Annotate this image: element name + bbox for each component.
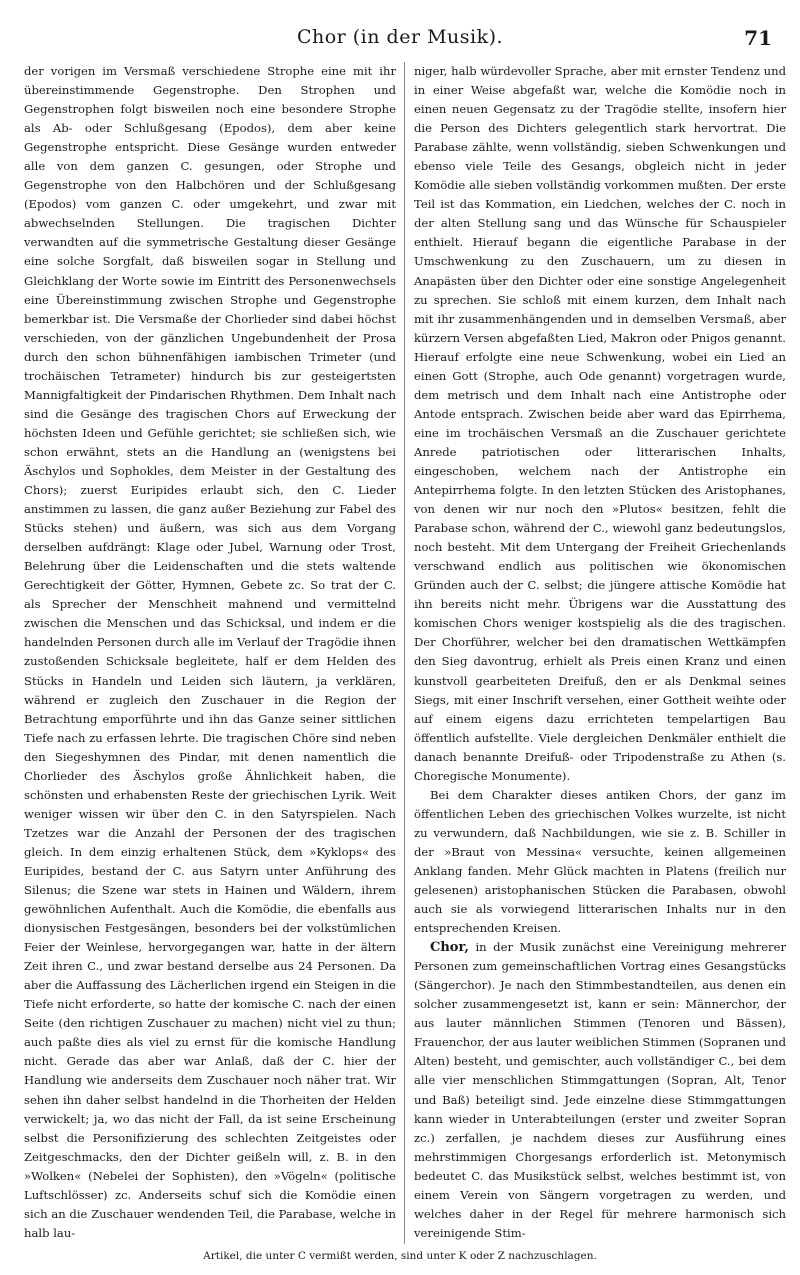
left-paragraph-1: der vorigen im Versmaß verschiedene Strophe eine mit ihr übereinstimmende Gegenstrophe. Den Strophen und Gegenstrophen folgt bisweilen noch eine besondere Strophe als Ab- oder Schlußgesang (Epodos), dem aber keine Gegenstrophe entspricht. Diese Gesänge wurden entweder alle von dem ganzen C. gesungen, oder Strophe und Gegenstrophe von den Halbchören und der Schlußgesang (Epodos) vom ganzen C. oder umgekehrt, und zwar mit abwechselnden Stellungen. Die tragischen Dichter verwandten auf die symmetrische Gestaltung dieser Gesänge eine solche Sorgfalt, daß bisweilen sogar in Stellung und Gleichklang der Worte sowie im Eintritt des Personenwechsels eine Übereinstimmung zwischen Strophe und Gegenstrophe bemerkbar ist. Die Versmaße der Chorlieder sind dabei höchst verschieden, von der gänzlichen Ungebundenheit der Prosa durch den schon bühnenfähigen iambischen Trimeter (und trochäischen Tetrameter) hindurch bis zur gesteigertsten Mannigfaltigkeit der Pindarischen Rhythmen. Dem Inhalt nach sind die Gesänge des tragischen Chors auf Erweckung der höchsten Ideen und Gefühle gerichtet; sie schließen sich, wie schon erwähnt, stets an die Handlung an (wenigstens bei Äschylos und Sophokles, dem Meister in der Gestaltung des Chors); zuerst Euripides erlaubt sich, den C. Lieder anstimmen zu lassen, die ganz außer Beziehung zur Fabel des Stücks stehen) und äußern, was sich aus dem Vorgang derselben aufdrängt: Klage oder Jubel, Warnung oder Trost, Belehrung über die Leidenschaften und die stets waltende Gerechtigkeit der Götter, Hymnen, Gebete zc. So trat der C. als Sprecher der Menschheit mahnend und vermittelnd zwischen die Menschen und das Schicksal, und indem er die handelnden Personen durch alle im Verlauf der Tragödie ihnen zustoßenden Schicksale begleitete, half er dem Helden des Stücks in Handeln und Leiden sich läutern, ja verklären, während er zugleich den Zuschauer in die Region der Betrachtung emporführte und ihn das Ganze seiner sittlichen Tiefe nach zu erfassen lehrte. Die tragischen Chöre sind neben den Siegeshymnen des Pindar, mit denen namentlich die Chorlieder des Äschylos große Ähnlichkeit haben, die schönsten und erhabensten Reste der griechischen Lyrik. Weit weniger wissen wir über den C. in den Satyrspielen. Nach Tzetzes war die Anzahl der Personen der des tragischen gleich. In dem einzig erhaltenen Stück, dem »Kyklops« des Euripides, bestand der C. aus Satyrn unter Anführung des Silenus; die Szene war stets in Hainen und Wäldern, ihrem gewöhnlichen Aufenthalt. Auch die Komödie, die ebenfalls aus dionysischen Festgesängen, besonders bei der volkstümlichen Feier der Weinlese, hervorgegangen war, hatte in der ältern Zeit ihren C., und zwar bestand derselbe aus 24 Personen. Da aber die Auffassung des Lächerlichen irgend ein Steigen in die Tiefe nicht erforderte, so hatte der komische C. nach der einen Seite (den richtigen Zuschauer zu machen) nicht viel zu thun; auch paßte dies als viel zu ernst für die komische Handlung nicht. Gerade das aber war Anlaß, daß der C. hier der Handlung wie anderseits dem Zuschauer noch näher trat. Wir sehen ihn daher selbst handelnd in die Thorheiten der Helden verwickelt; ja, wo das nicht der Fall, da ist seine Erscheinung selbst die Personifizierung des schlechten Zeitgeistes oder Zeitgeschmacks, den der Dichter geißeln will, z. B. in den »Wolken« (Nebelei der Sophisten), den »Vögeln« (politische Luftschlösser) zc. Anderseits schuf sich die Komödie einen sich an die Zuschauer wendenden Teil, die Parabase, welche in halb lau-	[24, 64, 396, 1240]
dictionary-entry-chor	[414, 938, 786, 1243]
right-paragraph-2: Bei dem Charakter dieses antiken Chors, der ganz im öffentlichen Leben des griechischen Volkes wurzelte, ist nicht zu verwundern, daß Nachbildungen, wie sie z. B. Schiller in der »Braut von Messina« versuchte, keinen allgemeinen Anklang fanden. Mehr Glück machten in Platens (freilich nur gelesenen) aristophanischen Stücken die Parabasen, obwohl auch sie als vorwiegend litterarischen Inhalts nur in den entsprechenden Kreisen.	[414, 787, 786, 936]
right-column	[414, 62, 786, 1244]
page-number: 71	[744, 26, 772, 50]
running-title: Chor (in der Musik).	[296, 26, 504, 48]
column-divider	[404, 62, 405, 1244]
entry-text: in der Musik zunächst eine Vereinigung mehrerer Personen zum gemeinschaftlichen Vortrag eines Gesangstücks (Sängerchor). Je nach den Stimmbestandteilen, aus denen ein solcher zusammengesetzt ist, kann er sein: Männerchor, der aus lauter männlichen Stimmen (Tenoren und Bässen), Frauenchor, der aus lauter weiblichen Stimmen (Sopranen und Alten) besteht, und gemischter, auch vollständiger C., bei dem alle vier menschlichen Stimmgattungen (Sopran, Alt, Tenor und Baß) beteiligt sind. Jede einzelne diese Stimmgattungen kann wieder in Unterabteilungen (erster und zweiter Sopran zc.) zerfallen, je nachdem dieses zur Ausführung eines mehrstimmigen Chorgesangs erforderlich ist. Metonymisch bedeutet C. das Musikstück selbst, welches bestimmt ist, von einem Verein von Sängern vorgetragen zu werden, und welches daher in der Regel für mehrere harmonisch sich vereinigende Stim-	[414, 940, 786, 1240]
left-column	[24, 62, 396, 1244]
right-paragraph-1: niger, halb würdevoller Sprache, aber mit ernster Tendenz und in einer Weise abgefaßt war, welche die Komödie noch in einen neuen Gegensatz zu der Tragödie stellte, insofern hier die Person des Dichters gelegentlich stark hervortrat. Die Parabase zählte, wenn vollständig, sieben Schwenkungen und ebenso viele Teile des Gesangs, obgleich nicht in jeder Komödie alle sieben vollständig vorkommen mußten. Der erste Teil ist das Kommation, ein Liedchen, welches der C. noch in der alten Stellung sang und das Wünsche für Schauspieler enthielt. Hierauf begann die eigentliche Parabase in der Umschwenkung zu den Zuschauern, um zu diesen in Anapästen über den Dichter oder eine sonstige Angelegenheit zu sprechen. Sie schloß mit einem kurzen, dem Inhalt nach mit ihr zusammenhängenden und in demselben Versmaß, aber kürzern Versen abgefaßten Lied, Makron oder Pnigos genannt. Hierauf erfolgte eine neue Schwenkung, wobei ein Lied an einen Gott (Strophe, auch Ode genannt) vorgetragen wurde, dem metrisch und dem Inhalt nach eine Antistrophe oder Antode entsprach. Zwischen beide aber ward das Epirrhema, eine im trochäischen Versmaß an die Zuschauer gerichtete Anrede patriotischen oder litterarischen Inhalts, eingeschoben, welchem nach der Antistrophe ein Antepirrhema folgte. In den letzten Stücken des Aristophanes, von denen wir nur noch den »Plutos« besitzen, fehlt die Parabase schon, während der C., wiewohl ganz bedeutungslos, noch besteht. Mit dem Untergang der Freiheit Griechenlands verschwand endlich aus politischen wie ökonomischen Gründen auch der C. selbst; die jüngere attische Komödie hat ihn bereits nicht mehr. Übrigens war die Ausstattung des komischen Chors weniger kostspielig als die des tragischen. Der Chorführer, welcher bei den dramatischen Wettkämpfen den Sieg davontrug, erhielt als Preis einen Kranz und einen kunstvoll gearbeiteten Dreifuß, den er als Denkmal seines Siegs, mit einer Inschrift versehen, einer Gottheit weihte oder auf einem eigens dazu errichteten tempelartigen Bau öffentlich aufstellte. Viele dergleichen Denkmäler enthielt die danach benannte Dreifuß- oder Tripodenstraße zu Athen (s. Choregische Monumente).	[414, 64, 786, 783]
page-header	[0, 26, 800, 54]
footer-note: Artikel, die unter C vermißt werden, sind unter K oder Z nachzuschlagen.	[203, 1250, 597, 1262]
entry-lemma: Chor,	[430, 940, 469, 956]
